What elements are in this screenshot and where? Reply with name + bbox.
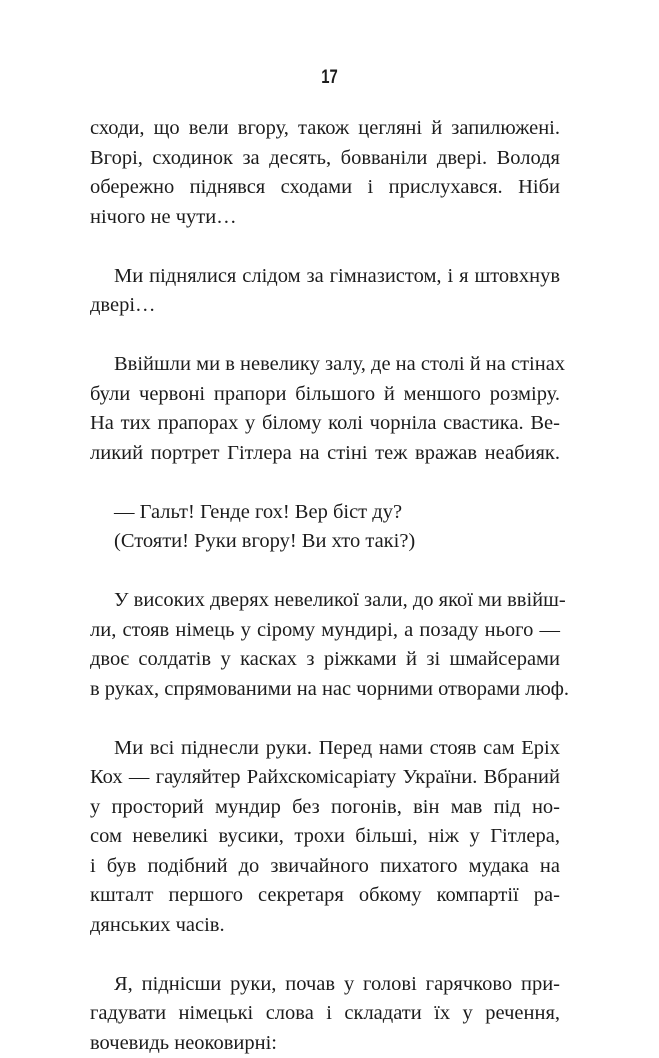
page-text: [90, 114, 560, 1058]
text-line: кшталт першого секретаря обкому компартії ра-: [90, 881, 560, 911]
text-line: Ми піднялися слідом за гімназистом, і я штовхнув: [90, 262, 560, 292]
text-line: Вгорі, сходинок за десять, бовваніли двері. Володя: [90, 144, 560, 174]
paragraph-6: [90, 734, 560, 941]
text-line: були червоні прапори більшого й меншого розміру.: [90, 380, 560, 410]
text-line: у просторий мундир без погонів, він мав під но-: [90, 793, 560, 823]
paragraph-gap: [90, 232, 560, 262]
text-line: дянських часів.: [90, 911, 560, 941]
paragraph-gap: [90, 557, 560, 587]
paragraph-3: [90, 350, 560, 468]
paragraph-7: [90, 970, 560, 1058]
text-line: ли, стояв німець у сірому мундирі, а позаду нього —: [90, 616, 560, 646]
paragraph-2: [90, 262, 560, 321]
text-line: обережно піднявся сходами і прислухався. Ніби: [90, 173, 560, 203]
text-line: Кох — гауляйтер Райхскомісаріату України. Вбраний: [90, 763, 560, 793]
text-line: вочевидь неоковирні:: [90, 1029, 560, 1058]
text-line: (Стояти! Руки вгору! Ви хто такі?): [90, 527, 560, 557]
paragraph-gap: [90, 704, 560, 734]
paragraph-gap: [90, 468, 560, 498]
text-line: нічого не чути…: [90, 203, 560, 233]
text-line: сом невеликі вусики, трохи більші, ніж у Гітлера,: [90, 822, 560, 852]
text-line: двоє солдатів у касках з ріжками й зі шмайсерами: [90, 645, 560, 675]
text-line: ликий портрет Гітлера на стіні теж вражав неабияк.: [90, 439, 560, 469]
page-number: 17: [72, 66, 586, 90]
text-line: Ввійшли ми в невелику залу, де на столі й на стінах: [90, 350, 560, 380]
text-line: сходи, що вели вгору, також цегляні й запилюжені.: [90, 114, 560, 144]
paragraph-1: [90, 114, 560, 232]
text-line: У високих дверях невеликої зали, до якої ми ввійш-: [90, 586, 560, 616]
text-line: На тих прапорах у білому колі чорніла свастика. Ве-: [90, 409, 560, 439]
paragraph-gap: [90, 321, 560, 351]
text-line: Я, піднісши руки, почав у голові гарячково при-: [90, 970, 560, 1000]
paragraph-5: [90, 586, 560, 704]
paragraph-4: [90, 498, 560, 557]
text-line: Ми всі піднесли руки. Перед нами стояв сам Еріх: [90, 734, 560, 764]
text-line: — Гальт! Генде гох! Вер біст ду?: [90, 498, 560, 528]
text-line: і був подібний до звичайного пихатого мудака на: [90, 852, 560, 882]
paragraph-gap: [90, 940, 560, 970]
text-line: в руках, спрямованими на нас чорними отворами люф.: [90, 675, 560, 705]
text-line: гадувати німецькі слова і складати їх у речення,: [90, 999, 560, 1029]
text-line: двері…: [90, 291, 560, 321]
